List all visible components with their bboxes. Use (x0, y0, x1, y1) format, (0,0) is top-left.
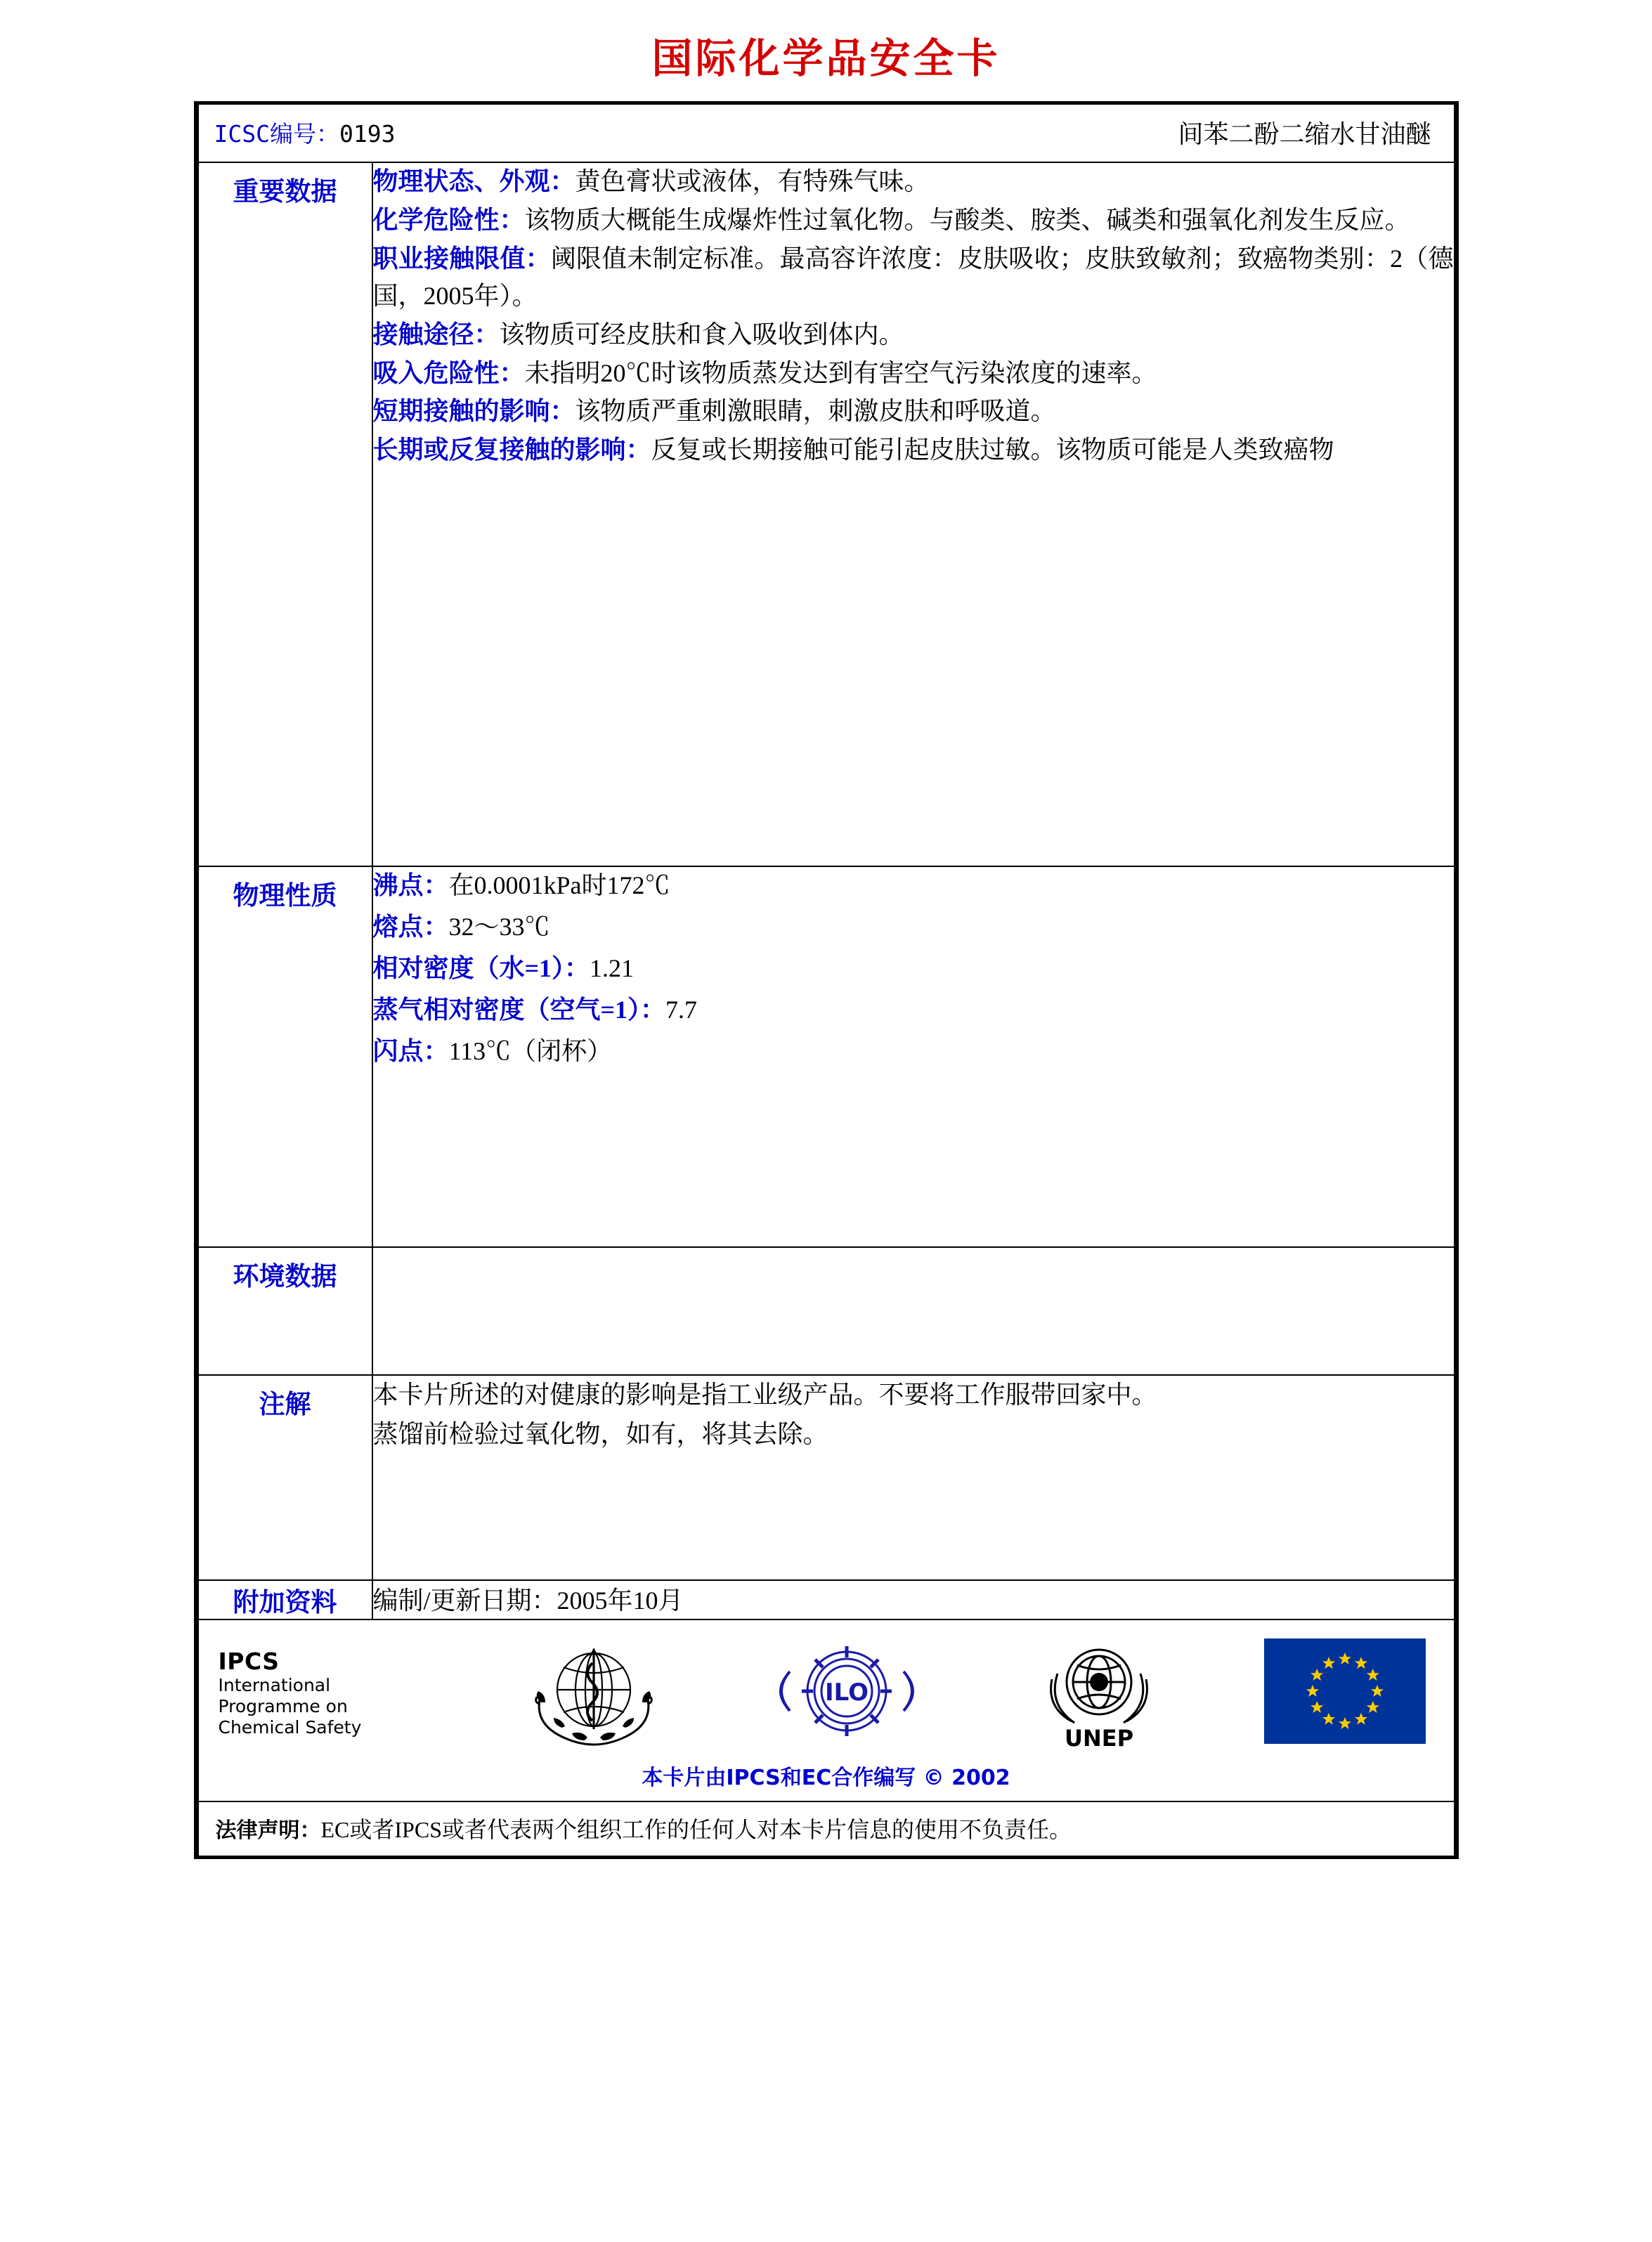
important-item-key: 吸入危险性： (372, 358, 525, 387)
physical-item-key: 沸点： (372, 871, 449, 899)
physical-item-key: 闪点： (372, 1036, 449, 1065)
important-item-key: 接触途径： (372, 320, 500, 348)
physical-properties-row (198, 866, 1455, 1247)
physical-item-text: 1.21 (590, 953, 635, 982)
important-item (373, 202, 1454, 239)
important-item-text: 该物质大概能生成爆炸性过氧化物。与酸类、胺类、碱类和强氧化剂发生反应。 (524, 205, 1410, 234)
environmental-data-label: 环境数据 (233, 1263, 337, 1291)
unep-logo-icon (1025, 1631, 1173, 1754)
physical-item-text: 在0.0001kPa时172℃ (448, 871, 670, 899)
ipcs-sub-line3: Chemical Safety (218, 1717, 362, 1738)
physical-item-key: 相对密度（水=1）： (372, 953, 590, 982)
notes-line: 蒸馏前检验过氧化物，如有，将其去除。 (372, 1420, 828, 1448)
important-item-key: 短期接触的影响： (372, 397, 575, 426)
logos-container (199, 1620, 1454, 1759)
physical-properties-label: 物理性质 (233, 882, 337, 911)
important-item-text: 该物质可经皮肤和食入吸收到体内。 (499, 320, 904, 348)
notes-row (198, 1375, 1455, 1580)
chemical-name: 间苯二酚二缩水甘油醚 (1178, 120, 1431, 148)
important-item (373, 393, 1454, 430)
important-item (373, 240, 1454, 315)
icsc-number-block (214, 116, 396, 149)
legal-row (198, 1801, 1455, 1856)
icsc-card (194, 101, 1459, 1859)
additional-info-label-cell (198, 1580, 372, 1619)
important-item (373, 163, 1454, 200)
ipcs-sub-line2: Programme on (218, 1696, 348, 1717)
physical-item-text: 113℃（闭杯） (448, 1036, 613, 1065)
card-table (197, 105, 1455, 1856)
physical-properties-label-cell (198, 866, 372, 1247)
important-item (373, 316, 1454, 353)
page-title: 国际化学品安全卡 (651, 34, 1001, 82)
additional-info-label: 附加资料 (233, 1589, 337, 1617)
physical-item-key: 蒸气相对密度（空气=1）： (372, 995, 666, 1024)
who-logo-icon (520, 1635, 668, 1751)
important-item-text: 反复或长期接触可能引起皮肤过敏。该物质可能是人类致癌物 (651, 436, 1334, 464)
notes-line: 本卡片所述的对健康的影响是指工业级产品。不要将工作服带回家中。 (372, 1381, 1157, 1409)
important-item-key: 职业接触限值： (372, 244, 551, 273)
important-data-label: 重要数据 (233, 178, 337, 207)
physical-item-text: 7.7 (665, 995, 698, 1024)
ilo-logo-label: ILO (824, 1679, 869, 1707)
logos-row (198, 1619, 1455, 1801)
icsc-number-label: ICSC编号： (214, 120, 339, 148)
physical-item (373, 950, 1454, 987)
important-data-label-cell (198, 162, 372, 866)
physical-item (373, 991, 1454, 1029)
card-header (199, 105, 1454, 162)
credit-line: 本卡片由IPCS和EC合作编写 © 2002 (642, 1766, 1010, 1790)
notes-label-cell (198, 1375, 372, 1580)
notes-label: 注解 (259, 1390, 311, 1419)
legal-text: EC或者IPCS或者代表两个组织工作的任何人对本卡片信息的使用不负责任。 (320, 1817, 1072, 1842)
additional-info-content: 编制/更新日期：2005年10月 (372, 1580, 1455, 1619)
ipcs-name: IPCS (218, 1647, 280, 1675)
important-item-text: 阈限值未制定标准。最高容许浓度：皮肤吸收；皮肤致敏剂；致癌物类别：2（德国，2005年）。 (372, 244, 1454, 310)
important-item-key: 长期或反复接触的影响： (372, 436, 651, 464)
icsc-number-value: 0193 (339, 120, 396, 148)
physical-item (373, 1033, 1454, 1070)
important-data-row (198, 162, 1455, 866)
legal-notice (199, 1802, 1454, 1856)
important-data-content (372, 162, 1455, 866)
additional-info-row (198, 1580, 1455, 1619)
unep-logo-label: UNEP (1064, 1725, 1134, 1751)
physical-item-key: 熔点： (372, 912, 449, 941)
notes-content (372, 1375, 1455, 1580)
ilo-logo-icon (759, 1635, 935, 1751)
environmental-data-content (372, 1247, 1455, 1375)
physical-properties-content (372, 866, 1455, 1247)
physical-item (373, 867, 1454, 904)
environmental-data-row (198, 1247, 1455, 1375)
important-item (373, 431, 1454, 469)
important-item-key: 化学危险性： (372, 205, 525, 234)
physical-item (373, 908, 1454, 946)
important-item-text: 未指明20℃时该物质蒸发达到有害空气污染浓度的速率。 (524, 358, 1157, 387)
eu-flag-icon (1264, 1638, 1426, 1747)
important-item-text: 黄色膏状或液体，有特殊气味。 (575, 167, 930, 195)
important-item (373, 355, 1454, 392)
important-item-key: 物理状态、外观： (372, 167, 575, 195)
important-item-text: 该物质严重刺激眼睛，刺激皮肤和呼吸道。 (575, 397, 1056, 426)
ipcs-sub-line1: International (218, 1675, 331, 1696)
physical-item-text: 32～33℃ (448, 912, 550, 941)
environmental-data-label-cell (198, 1247, 372, 1375)
ipcs-text-block (219, 1648, 429, 1739)
card-header-row (198, 105, 1455, 162)
legal-label: 法律声明： (215, 1818, 321, 1843)
